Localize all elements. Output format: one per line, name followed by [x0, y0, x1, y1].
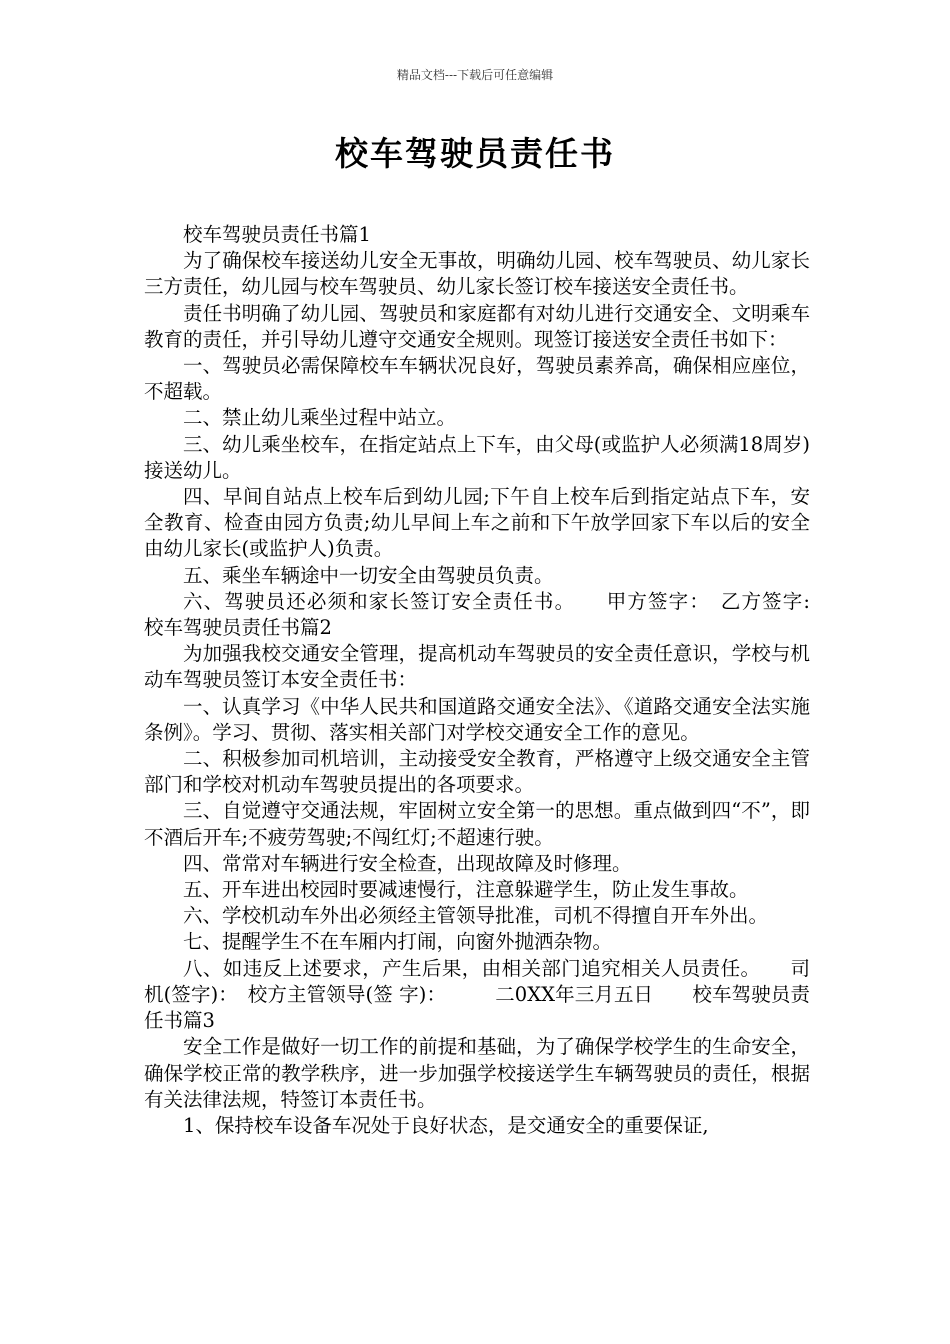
paragraph: 二、积极参加司机培训，主动接受安全教育，严格遵守上级交通安全主管部门和学校对机动车驾驶员提出的各项要求。 [144, 747, 810, 797]
paragraph: 责任书明确了幼儿园、驾驶员和家庭都有对幼儿进行交通安全、文明乘车教育的责任，并引导幼儿遵守交通安全规则。现签订接送安全责任书如下： [144, 301, 810, 351]
paragraph: 七、提醒学生不在车厢内打闹，向窗外抛洒杂物。 [183, 930, 613, 954]
paragraph: 安全工作是做好一切工作的前提和基础，为了确保学校学生的生命安全，确保学校正常的教学秩序，进一步加强学校接送学生车辆驾驶员的责任，根据有关法律法规，特签订本责任书。 [144, 1035, 810, 1111]
document-body [144, 222, 850, 1139]
paragraph: 四、常常对车辆进行安全检查，出现故障及时修理。 [183, 851, 632, 875]
paragraph: 1、保持校车设备车况处于良好状态，是交通安全的重要保证, [183, 1113, 709, 1137]
paragraph: 三、幼儿乘坐校车，在指定站点上下车，由父母(或监护人必须满18周岁)接送幼儿。 [144, 432, 810, 482]
paragraph: 三、自觉遵守交通法规，牢固树立安全第一的思想。重点做到四“不”，即不酒后开车;不疲劳驾驶;不闯红灯;不超速行驶。 [144, 799, 810, 849]
paragraph: 校车驾驶员责任书篇1 [183, 223, 371, 246]
paragraph: 为了确保校车接送幼儿安全无事故，明确幼儿园、校车驾驶员、幼儿家长三方责任，幼儿园与校车驾驶员、幼儿家长签订校车接送安全责任书。 [144, 249, 810, 299]
paragraph: 一、驾驶员必需保障校车车辆状况良好，驾驶员素养高，确保相应座位，不超载。 [144, 354, 810, 404]
paragraph: 为加强我校交通安全管理，提高机动车驾驶员的安全责任意识，学校与机动车驾驶员签订本安全责任书： [144, 642, 810, 692]
paragraph: 五、乘坐车辆途中一切安全由驾驶员负责。 [183, 563, 554, 587]
paragraph: 二、禁止幼儿乘坐过程中站立。 [183, 406, 457, 430]
paragraph: 八、如违反上述要求，产生后果，由相关部门追究相关人员责任。 司 机(签字)： 校方主管领导(签 字)： 二0XX年三月五日 校车驾驶员责任书篇3 [144, 956, 810, 1033]
paragraph: 五、开车进出校园时要减速慢行，注意躲避学生，防止发生事故。 [183, 878, 749, 902]
header-note: 精品文档---下载后可任意编辑 [396, 68, 554, 82]
paragraph: 一、认真学习《中华人民共和国道路交通安全法》、《道路交通安全法实施条例》。学习、贯彻、落实相关部门对学校交通安全工作的意见。 [144, 694, 810, 744]
paragraph: 六、学校机动车外出必须经主管领导批准，司机不得擅自开车外出。 [183, 904, 769, 928]
paragraph: 四、早间自站点上校车后到幼儿园;下午自上校车后到指定站点下车，安全教育、检查由园方负责;幼儿早间上车之前和下午放学回家下车以后的安全由幼儿家长(或监护人)负责。 [144, 485, 810, 561]
document-title: 校车驾驶员责任书 [335, 134, 615, 173]
paragraph: 六、驾驶员还必须和家长签订安全责任书。 甲方签字： 乙方签字: 校车驾驶员责任书篇2 [144, 589, 850, 640]
